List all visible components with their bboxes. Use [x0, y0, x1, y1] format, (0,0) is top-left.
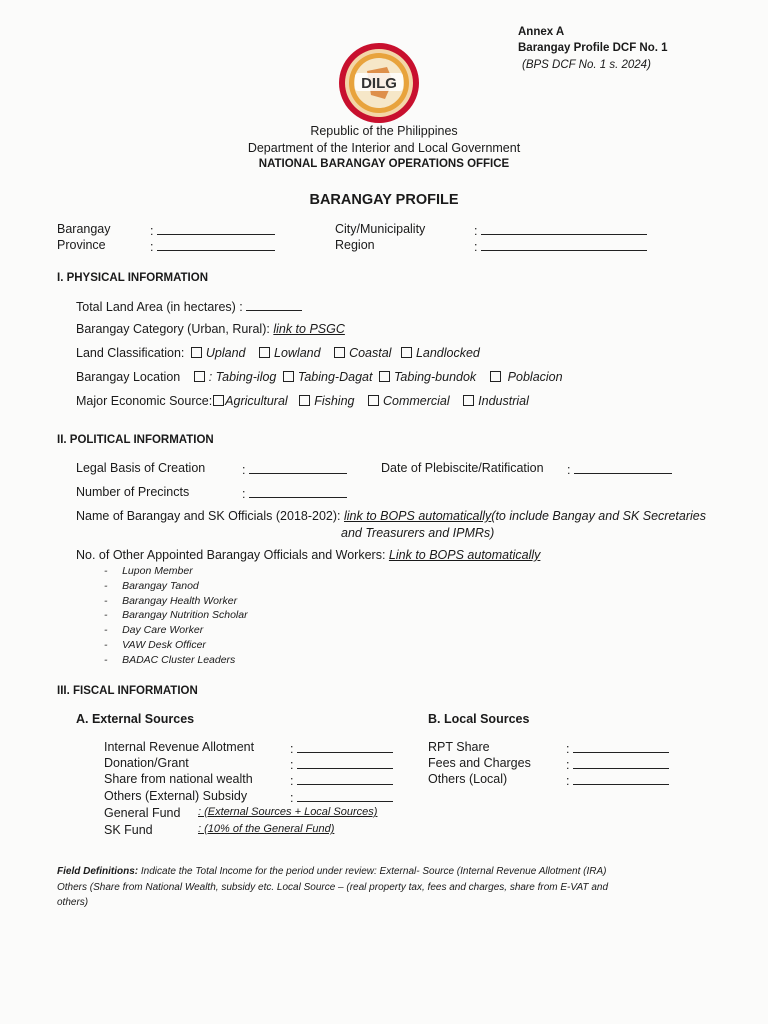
annex-label: Annex A — [518, 26, 565, 38]
workers-list — [104, 565, 248, 669]
plebiscite-field[interactable]: : — [567, 461, 672, 477]
list-item: - Lupon Member — [104, 565, 193, 577]
industrial-option: Industrial — [478, 394, 529, 408]
donation-field[interactable]: : — [290, 756, 393, 772]
local-sources-heading: B. Local Sources — [428, 712, 530, 726]
ira-field[interactable]: : — [290, 740, 393, 756]
officials-note-line2: and Treasurers and IPMRs) — [341, 526, 495, 540]
category-label: Barangay Category (Urban, Rural): — [76, 322, 270, 336]
land-class-row — [76, 346, 480, 360]
coastal-option: Coastal — [349, 346, 392, 360]
list-item: - Day Care Worker — [104, 624, 204, 637]
list-item: - BADAC Cluster Leaders — [104, 653, 236, 666]
economic-label: Major Economic Source: — [76, 394, 213, 408]
agricultural-checkbox[interactable] — [213, 395, 224, 406]
commercial-option: Commercial — [382, 394, 450, 408]
agricultural-option: Agricultural — [225, 394, 288, 408]
land-class-label: Land Classification: — [76, 346, 185, 360]
rpt-share-field[interactable]: : — [566, 740, 669, 756]
barangay-field[interactable]: : — [150, 222, 275, 238]
fees-charges-field[interactable]: : — [566, 756, 669, 772]
fiscal-heading: III. FISCAL INFORMATION — [57, 685, 198, 697]
annex-form-number: Barangay Profile DCF No. 1 — [518, 42, 668, 54]
coastal-checkbox[interactable] — [334, 347, 345, 358]
region-label: Region — [335, 238, 375, 252]
province-label: Province — [57, 238, 106, 252]
tabing-bundok-option: Tabing-bundok — [393, 370, 477, 384]
appointed-label: No. of Other Appointed Barangay Officials and Workers: — [76, 548, 386, 562]
sk-fund-label: SK Fund — [104, 823, 153, 837]
sk-fund-value: : (10% of the General Fund) — [198, 823, 335, 835]
economic-row — [76, 394, 529, 408]
external-subsidy-label: Others (External) Subsidy — [104, 789, 248, 803]
general-fund-label: General Fund — [104, 806, 181, 820]
precincts-field[interactable]: : — [242, 485, 347, 501]
field-definitions — [57, 864, 717, 911]
general-fund-value: : (External Sources + Local Sources) — [198, 806, 378, 818]
plebiscite-label: Date of Plebiscite/Ratification — [381, 461, 544, 475]
list-item: - VAW Desk Officer — [104, 638, 206, 651]
commercial-checkbox[interactable] — [368, 395, 379, 406]
psgc-link[interactable]: link to PSGC — [273, 322, 345, 336]
officials-bops-link[interactable]: link to BOPS automatically — [343, 509, 492, 523]
location-row — [76, 370, 563, 384]
annex-series: (BPS DCF No. 1 s. 2024) — [522, 59, 651, 71]
header-department: Department of the Interior and Local Government — [247, 141, 521, 155]
external-subsidy-field[interactable]: : — [290, 789, 393, 805]
legal-basis-label: Legal Basis of Creation — [76, 461, 206, 475]
external-sources-heading: A. External Sources — [76, 712, 195, 726]
city-label: City/Municipality — [335, 222, 426, 236]
landlocked-checkbox[interactable] — [401, 347, 412, 358]
fishing-option: Fishing — [314, 394, 355, 408]
officials-note: (to include Bangay and SK Secretaries — [491, 509, 706, 523]
lowland-checkbox[interactable] — [259, 347, 270, 358]
city-field[interactable]: : — [474, 222, 647, 238]
landlocked-option: Landlocked — [415, 346, 480, 360]
land-area-field[interactable] — [246, 298, 302, 311]
tabing-ilog-option: : Tabing-ilog — [208, 370, 277, 384]
fishing-checkbox[interactable] — [299, 395, 310, 406]
header-republic: Republic of the Philippines — [310, 124, 458, 138]
lowland-option: Lowland — [274, 346, 321, 360]
others-local-field[interactable]: : — [566, 772, 669, 788]
field-definitions-label: Field Definitions: — [57, 866, 139, 877]
appointed-bops-link[interactable]: Link to BOPS automatically — [388, 548, 541, 562]
tabing-dagat-option: Tabing-Dagat — [297, 370, 373, 384]
political-heading: II. POLITICAL INFORMATION — [57, 434, 214, 446]
header-office: NATIONAL BARANGAY OPERATIONS OFFICE — [258, 158, 510, 170]
province-field[interactable]: : — [150, 238, 275, 254]
land-area-row — [76, 298, 302, 314]
national-wealth-field[interactable]: : — [290, 772, 393, 788]
list-item: - Barangay Nutrition Scholar — [104, 609, 248, 622]
others-local-label: Others (Local) — [428, 772, 508, 786]
land-area-label: Total Land Area (in hectares) : — [76, 300, 243, 314]
appointed-row — [76, 548, 540, 562]
upland-option: Upland — [205, 346, 246, 360]
region-field[interactable]: : — [474, 238, 647, 254]
industrial-checkbox[interactable] — [463, 395, 474, 406]
barangay-label: Barangay — [57, 222, 111, 236]
page-title: BARANGAY PROFILE — [309, 192, 459, 208]
rpt-share-label: RPT Share — [428, 740, 490, 754]
physical-heading: I. PHYSICAL INFORMATION — [57, 272, 208, 284]
list-item: - Barangay Tanod — [104, 579, 199, 592]
officials-label: Name of Barangay and SK Officials (2018-202): — [76, 509, 341, 523]
dilg-seal-logo — [337, 41, 421, 125]
ira-label: Internal Revenue Allotment — [104, 740, 255, 754]
national-wealth-label: Share from national wealth — [104, 772, 253, 786]
legal-basis-field[interactable]: : — [242, 461, 347, 477]
poblacion-option: Poblacion — [507, 370, 563, 384]
tabing-dagat-checkbox[interactable] — [283, 371, 294, 382]
poblacion-checkbox[interactable] — [490, 371, 501, 382]
precincts-label: Number of Precincts — [76, 485, 190, 499]
donation-label: Donation/Grant — [104, 756, 189, 770]
tabing-bundok-checkbox[interactable] — [379, 371, 390, 382]
tabing-ilog-checkbox[interactable] — [194, 371, 205, 382]
field-definitions-line1: Indicate the Total Income for the period under review: External- Source (Internal Revenue Allotment (IRA) — [138, 866, 607, 877]
fees-charges-label: Fees and Charges — [428, 756, 531, 770]
location-label: Barangay Location — [76, 370, 181, 384]
upland-checkbox[interactable] — [191, 347, 202, 358]
field-definitions-line2: Others (Share from National Wealth, subsidy etc. Local Source – (real property tax, fees and charges, share from E-VAT and — [57, 881, 609, 893]
list-item: - Barangay Health Worker — [104, 594, 238, 607]
officials-row — [76, 509, 706, 523]
svg-text:DILG: DILG — [361, 75, 397, 92]
field-definitions-line3: others) — [57, 897, 89, 908]
category-row — [76, 322, 345, 336]
